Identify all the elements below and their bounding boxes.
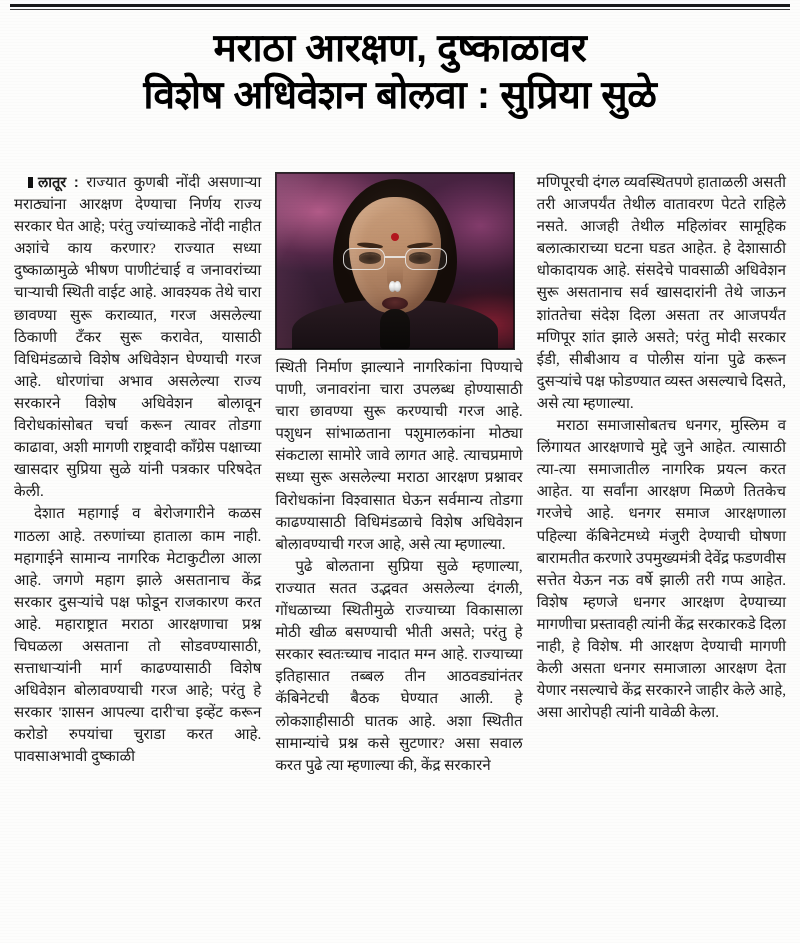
bindi-icon <box>391 233 399 241</box>
dateline-separator: : <box>66 175 87 191</box>
earring-right-icon <box>394 281 401 292</box>
headline-line-2: विशेष अधिवेशन बोलवा : सुप्रिया सुळे <box>143 74 657 118</box>
paragraph: मणिपूरची दंगल व्यवस्थितपणे हाताळली असती तरी आजपर्यंत तेथील वातावरण पेटते राहिले नसते. आजही तेथील महिलांवर सामूहिक बलात्काराच्या घटना घडत आहेत. हे देशासाठी धोकादायक आहे. संसदेचे पावसाळी अधिवेशन सुरू असतानाच सर्व खासदारांनी तेथे जाऊन शांततेचा संदेश दिला असता तर आजपर्यंत मणिपूर शांत झाले असते; परंतु मोदी सरकार ईडी, सीबीआय व पोलीस यांना पुढे करून दुसऱ्यांचे पक्ष फोडण्यात व्यस्त असल्याचे दिसते, असे त्या म्हणाल्या. <box>536 175 786 412</box>
paragraph-text: राज्यात कुणबी नोंदी असणाऱ्या मराठ्यांना आरक्षण देण्याचा निर्णय राज्य सरकार घेत आहे; परंतु ज्यांच्याकडे नोंदी नाहीत अशांचे काय करणार? राज्यात सध्या दुष्काळामुळे भीषण पाणीटंचाई व जनावरांच्या चाऱ्याची स्थिती वाईट आहे. आवश्यक तेथे चारा छावण्या सुरू कराव्यात, गरज असलेल्या ठिकाणी टँकर सुरू करावेत, यासाठी विधिमंडळाचे विशेष अधिवेशन घेण्याची गरज आहे. धोरणांचा अभाव असलेल्या राज्य सरकारने विशेष अधिवेशन बोलावून विरोधकांसोबत चर्चा करून त्यावर तोडगा काढावा, अशी मागणी राष्ट्रवादी काँग्रेस पक्षाच्या खासदार सुप्रिया सुळे यांनी पत्रकार परिषदेत केली. <box>14 175 262 501</box>
photo-image <box>276 173 514 349</box>
article-photo <box>275 172 515 350</box>
article-columns <box>14 172 786 937</box>
paragraph: देशात महागाई व बेरोजगारीने कळस गाठला आहे. तरुणांच्या हाताला काम नाही. महागाईने सामान्य नागरिक मेटाकुटीला आला आहे. जगणे महाग झाले असतानाच केंद्र सरकार दुसऱ्यांचे पक्ष फोडून राजकारण करत आहे. महाराष्ट्रात मराठा आरक्षणाचा प्रश्न चिघळला असताना तो सोडवण्यासाठी, सत्ताधाऱ्यांनी मार्ग काढण्यासाठी विशेष अधिवेशन बोलावण्याची गरज आहे; परंतु हे सरकार 'शासन आपल्या दारी'चा इव्हेंट करून करोडो रुपयांचा चुराडा करत आहे. पावसाअभावी दुष्काळी <box>14 506 262 766</box>
lead-paragraph <box>14 172 261 503</box>
photo-subject <box>291 177 499 349</box>
top-rule-secondary <box>10 9 790 10</box>
article-column-3 <box>537 172 786 937</box>
eyeglass-lens-left <box>343 248 385 270</box>
eyeglass-lens-right <box>405 248 447 270</box>
eyeglass-bridge <box>385 256 405 258</box>
top-rule <box>10 4 790 7</box>
dateline-place: लातूर <box>38 175 67 191</box>
headline <box>14 26 786 118</box>
subject-face <box>349 197 441 313</box>
paragraph: मराठा समाजासोबतच धनगर, मुस्लिम व लिंगायत आरक्षणाचे मुद्दे जुने आहेत. त्यासाठी त्या-त्या समाजातील नागरिक प्रयत्न करत आहेत. या सर्वांना आरक्षण मिळणे तितकेच गरजेचे आहे. धनगर समाज आरक्षणाला पहिल्या कॅबिनेटमध्ये मंजुरी देण्याची घोषणा बारामतीत करणारे उपमुख्यमंत्री देवेंद्र फडणवीस सत्तेत येऊन नऊ वर्षे झाली तरी गप्प आहेत. विशेष म्हणजे धनगर आरक्षण देण्याच्या मागणीचा प्रस्तावही त्यांनी केंद्र सरकारकडे दिला नाही, हे विशेष. मी आरक्षण देण्याची मागणी केली असता धनगर समाजाला आरक्षण देता येणार नसल्याचे केंद्र सरकारने जाहीर केले आहे, असा आरोपही त्यांनी यावेळी केला. <box>536 418 786 722</box>
article-column-2 <box>275 172 522 937</box>
paragraph: स्थिती निर्माण झाल्याने नागरिकांना पिण्याचे पाणी, जनावरांना चारा उपलब्ध होण्यासाठी चारा छावण्या सुरू करण्याची गरज आहे. पशुधन सांभाळताना पशुमालकांना मोठ्या संकटाला सामोरे जावे लागत आहे. त्याचप्रमाणे सध्या सुरू असलेल्या मराठा आरक्षण प्रश्नावर विरोधकांना विश्वासात घेऊन सर्वमान्य तोडगा काढण्यासाठी विधिमंडळाचे विशेष अधिवेशन बोलावण्याची गरज आहे, असे त्या म्हणाल्या. <box>275 360 523 553</box>
paragraph: पुढे बोलताना सुप्रिया सुळे म्हणाल्या, राज्यात सतत उद्भवत असलेल्या दंगली, गोंधळाच्या स्थितीमुळे राज्याच्या विकासाला मोठी खीळ बसण्याची भीती असते; परंतु हे सरकार स्वतःच्याच नादात मग्न आहे. राज्याच्या इतिहासात तब्बल तीन आठवड्यांनंतर कॅबिनेटची बैठक घेण्यात आली. हे लोकशाहीसाठी घातक आहे. अशा स्थितीत सामान्यांचे प्रश्न कसे सुटणार? असा सवाल करत पुढे त्या म्हणाल्या की, केंद्र सरकारने <box>275 558 523 774</box>
headline-line-1: मराठा आरक्षण, दुष्काळावर <box>213 27 587 70</box>
article-column-1 <box>14 172 261 937</box>
dateline-bullet-icon <box>28 177 33 188</box>
microphone-icon <box>380 309 410 349</box>
